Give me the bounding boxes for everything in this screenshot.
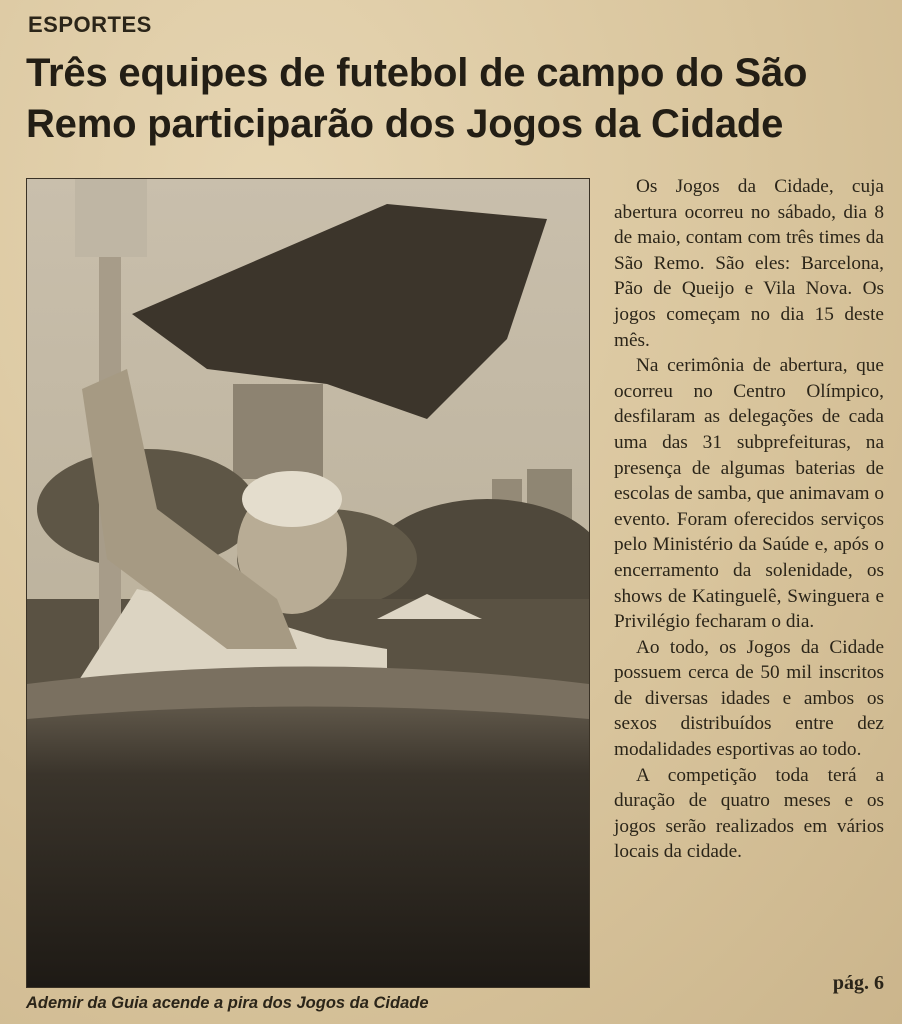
paragraph: Na cerimônia de abertura, que ocorreu no Centro Olímpico, desfilaram as delegações de cada uma das 31 subprefeituras, na presença de algumas baterias de escolas de samba, que animavam o evento. Foram oferecidos serviços pelo Ministério da Saúde e, após o encerramento da solenidade, os shows de Katinguelê, Swinguera e Privilégio fecharam o dia. (614, 355, 884, 633)
photo-caption: Ademir da Guia acende a pira dos Jogos da Cidade (26, 994, 429, 1012)
paragraph: A competição toda terá a duração de quatro meses e os jogos serão realizados em vários locais da cidade. (614, 764, 884, 863)
torch-head (75, 179, 147, 257)
page-number: pág. 6 (832, 972, 884, 994)
section-label: ESPORTES (28, 12, 152, 37)
headline: Três equipes de futebol de campo do São Remo participarão dos Jogos da Cidade (26, 51, 808, 146)
cauldron (27, 684, 589, 987)
paragraph: Ao todo, os Jogos da Cidade possuem cerca de 50 mil inscritos de diversas idades e ambos os sexos distribuídos entre dez modalidades esportivas ao todo. (614, 636, 884, 761)
building-left (233, 384, 323, 479)
article-body (614, 174, 884, 865)
article-photo (26, 178, 590, 988)
paragraph: Os Jogos da Cidade, cuja abertura ocorreu no sábado, dia 8 de maio, contam com três times da São Remo. São eles: Barcelona, Pão de Queijo e Vila Nova. Os jogos começam no dia 15 deste mês. (614, 176, 884, 351)
